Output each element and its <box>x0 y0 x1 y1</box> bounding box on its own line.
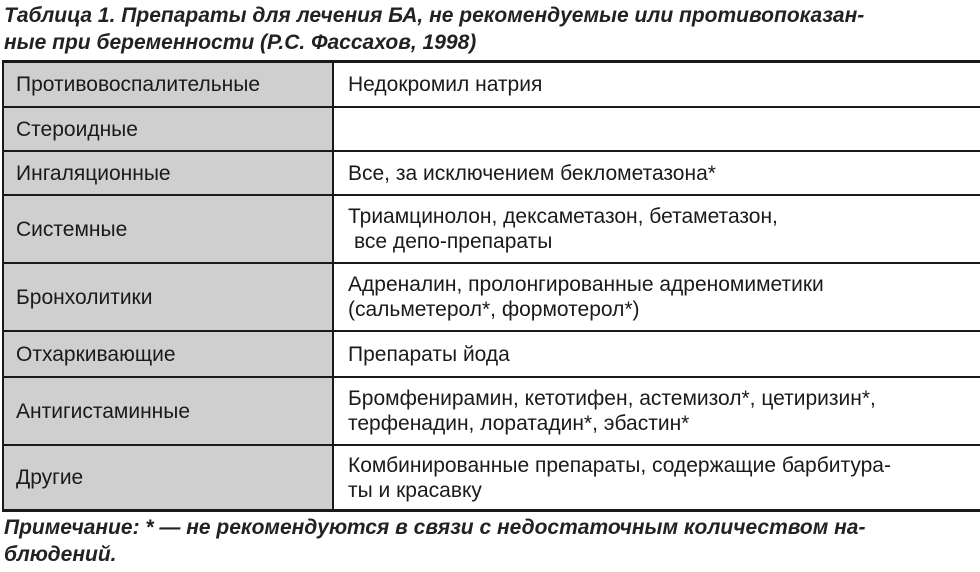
row-value <box>333 151 980 195</box>
row-value <box>333 263 980 331</box>
footnote-line-2: блюдений. <box>4 543 117 566</box>
row-value <box>333 195 980 263</box>
row-category: Ингаляционные <box>4 151 333 195</box>
value-line: все депо-препараты <box>354 230 553 253</box>
caption-line-2: ные при беременности (Р.С. Фассахов, 1998) <box>4 31 477 54</box>
value-line: Недокромил натрия <box>348 73 543 96</box>
table-row <box>4 331 980 377</box>
table-row <box>4 377 980 445</box>
row-value <box>333 377 980 445</box>
row-category: Отхаркивающие <box>4 331 333 377</box>
value-line: Бромфенирамин, кетотифен, астемизол*, цетиризин*, <box>348 387 876 410</box>
table-row <box>4 107 980 151</box>
drug-table <box>2 60 980 512</box>
row-category: Антигистаминные <box>4 377 333 445</box>
value-line: терфенадин, лоратадин*, эбастин* <box>348 412 690 435</box>
value-line: Препараты йода <box>348 342 510 366</box>
row-category: Стероидные <box>4 107 333 151</box>
footnote-line-1: Примечание: * — не рекомендуются в связи с недостаточным количеством на- <box>4 516 866 539</box>
caption-line-1: Таблица 1. Препараты для лечения БА, не рекомендуемые или противопоказан- <box>4 4 865 27</box>
table-row <box>4 445 980 509</box>
value-line: Все, за исключением беклометазона* <box>348 161 716 185</box>
table-row <box>4 195 980 263</box>
row-category: Бронхолитики <box>4 263 333 331</box>
row-value <box>333 107 980 151</box>
value-line: ты и красавку <box>348 478 482 502</box>
value-line: Адреналин, пролонгированные адреномиметики <box>348 273 824 296</box>
value-line: Комбинированные препараты, содержащие барбитура- <box>348 453 891 477</box>
value-line: (сальметерол*, формотерол*) <box>348 298 640 321</box>
row-category: Противовоспалительные <box>4 63 333 107</box>
table-row <box>4 151 980 195</box>
row-category: Другие <box>4 445 333 509</box>
table-row <box>4 63 980 107</box>
table-footnote <box>4 514 976 568</box>
table-caption <box>4 2 974 56</box>
row-value <box>333 331 980 377</box>
row-value <box>333 445 980 509</box>
row-category: Системные <box>4 195 333 263</box>
row-value <box>333 63 980 107</box>
table-row <box>4 263 980 331</box>
value-line: Триамцинолон, дексаметазон, бетаметазон, <box>348 205 778 228</box>
